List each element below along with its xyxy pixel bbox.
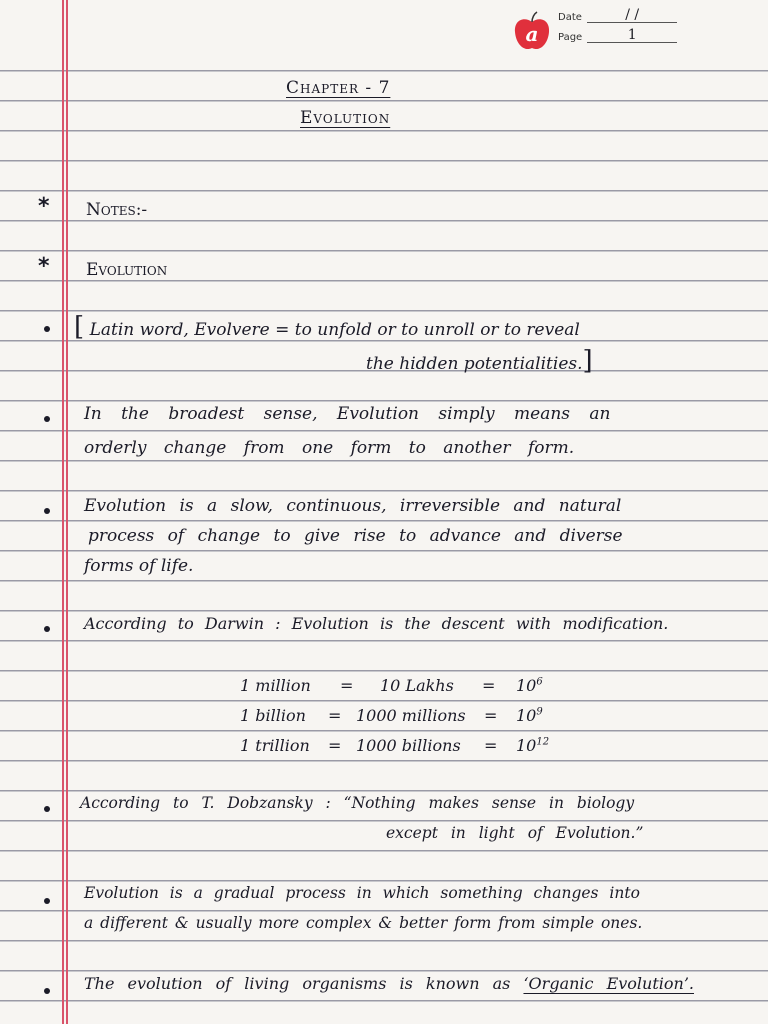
notes-heading: Notes:- [86,200,148,220]
unit-a: 1 million [240,676,311,695]
note-gradual-line1: Evolution is a gradual process in which something changes into [84,884,640,902]
note-broadest-line2: orderly change from one form to another form. [84,438,575,458]
note-gradual-line2: a different & usually more complex & better form from simple ones. [84,914,643,932]
bullet-icon [44,508,50,514]
unit-c: $10^9$ [516,706,543,725]
page-number: 1 [627,27,637,43]
note-slow-line3: forms of life. [84,556,194,576]
apple-logo-icon [512,10,552,54]
equals-sign: = [484,706,498,725]
note-dobzansky-line1: According to T. Dobzansky : “Nothing makes sense in biology [80,794,635,812]
note-broadest-line1: In the broadest sense, Evolution simply means an [84,404,611,424]
equals-sign: = [328,736,342,755]
chapter-number: Chapter - 7 [286,78,391,98]
note-latin-line2: the hidden potentialities.] [366,346,593,376]
unit-c: $10^6$ [516,676,543,695]
equals-sign: = [482,676,496,695]
unit-b: 1000 millions [356,706,466,725]
date-label: Date [558,12,582,23]
date-value: / / [625,7,640,23]
equals-sign: = [484,736,498,755]
unit-b: 1000 billions [356,736,461,755]
bullet-icon [44,806,50,812]
equals-sign: = [328,706,342,725]
page-number-field [558,27,677,43]
page-label: Page [558,32,583,43]
organic-evolution-term: ‘Organic Evolution’. [523,974,694,993]
asterisk-icon: * [38,194,50,219]
bullet-icon [44,988,50,994]
bullet-icon [44,416,50,422]
note-dobzansky-line2: except in light of Evolution.” [386,824,644,842]
note-latin-line1: [ Latin word, Evolvere = to unfold or to unroll or to reveal [74,312,580,342]
date-field [558,7,677,23]
equals-sign: = [340,676,354,695]
note-darwin-line1: According to Darwin : Evolution is the descent with modification. [84,614,669,633]
evolution-heading: Evolution [86,260,168,280]
unit-b: 10 Lakhs [380,676,454,695]
unit-c: $10^{12}$ [516,736,550,755]
unit-a: 1 billion [240,706,306,725]
margin-line [66,0,68,1024]
asterisk-icon: * [38,254,50,279]
bullet-icon [44,626,50,632]
svg-text:a: a [525,22,539,46]
note-organic-line1: The evolution of living organisms is known as ‘Organic Evolution’. [84,974,694,993]
note-slow-line1: Evolution is a slow, continuous, irreversible and natural [84,496,622,516]
note-slow-line2: process of change to give rise to advance and diverse [88,526,623,546]
chapter-title: Evolution [300,108,391,128]
margin-line [62,0,64,1024]
unit-a: 1 trillion [240,736,310,755]
bullet-icon [44,326,50,332]
bullet-icon [44,898,50,904]
